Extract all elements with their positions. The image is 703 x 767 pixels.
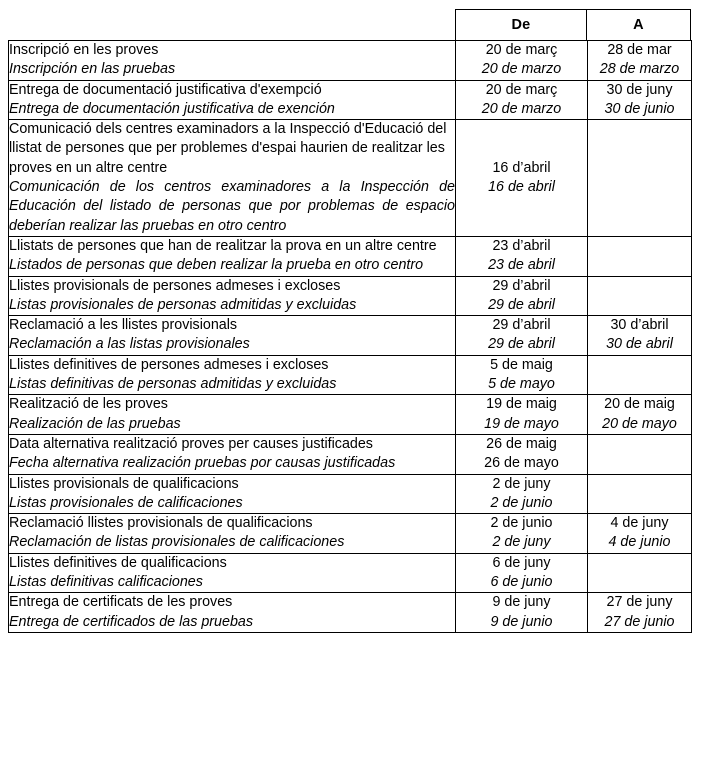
row-description-cell	[9, 236, 456, 276]
to-date-catalan: 30 d’abril	[610, 317, 669, 334]
row-from-date-cell	[456, 553, 588, 593]
to-date-catalan: 4 de juny	[610, 515, 669, 532]
description-spanish: Listas definitivas calificaciones	[9, 574, 203, 591]
row-description-cell	[9, 395, 456, 435]
row-to-date-cell	[588, 593, 692, 633]
to-date-catalan: 27 de juny	[606, 594, 673, 611]
table-row	[9, 553, 692, 593]
from-date-catalan: 29 d’abril	[492, 317, 551, 334]
from-date-catalan: 20 de març	[485, 42, 558, 59]
description-catalan: Llistes definitives de persones admeses i excloses	[9, 356, 329, 373]
description-spanish: Listas provisionales de personas admitidas y excluidas	[9, 296, 357, 313]
description-catalan: Entrega de certificats de les proves	[9, 594, 233, 611]
from-date-catalan: 2 de juny	[492, 475, 551, 492]
table-row	[9, 434, 692, 474]
description-catalan: Llistes provisionals de persones admeses i excloses	[9, 277, 341, 294]
description-catalan: Reclamació llistes provisionals de qualificacions	[9, 515, 313, 532]
from-date-spanish: 29 de abril	[488, 336, 555, 353]
from-date-spanish: 23 de abril	[488, 257, 555, 274]
row-to-date-cell	[588, 514, 692, 554]
row-description-cell	[9, 276, 456, 316]
description-catalan: Realització de les proves	[9, 396, 168, 413]
from-date-spanish: 2 de junio	[490, 494, 553, 511]
description-spanish: Entrega de documentación justificativa de exención	[9, 100, 335, 117]
description-spanish: Fecha alternativa realización pruebas por causas justificadas	[9, 455, 396, 472]
table-row	[9, 474, 692, 514]
column-header-a: A	[633, 17, 644, 33]
description-catalan: Inscripció en les proves	[9, 42, 159, 58]
table-row	[9, 236, 692, 276]
row-description-cell	[9, 41, 456, 81]
from-date-catalan: 2 de junio	[490, 515, 553, 532]
row-description-cell	[9, 316, 456, 356]
from-date-catalan: 29 d’abril	[492, 277, 551, 294]
row-to-date-cell	[588, 474, 692, 514]
row-from-date-cell	[456, 80, 588, 120]
description-spanish: Entrega de certificados de las pruebas	[9, 613, 253, 630]
table-row	[9, 276, 692, 316]
description-spanish: Listas provisionales de calificaciones	[9, 494, 243, 511]
row-description-cell	[9, 355, 456, 395]
table-row	[9, 355, 692, 395]
from-date-spanish: 2 de juny	[492, 534, 551, 551]
table-row	[9, 41, 692, 81]
description-spanish: Listados de personas que deben realizar la prueba en otro centro	[9, 257, 424, 274]
row-to-date-cell	[588, 41, 692, 81]
table-row	[9, 514, 692, 554]
to-date-spanish: 20 de mayo	[602, 415, 677, 432]
from-date-spanish: 6 de junio	[490, 574, 553, 591]
row-to-date-cell	[588, 316, 692, 356]
from-date-catalan: 9 de juny	[492, 594, 551, 611]
description-catalan: Llistats de persones que han de realitzar la prova en un altre centre	[9, 237, 437, 254]
row-to-date-cell	[588, 395, 692, 435]
row-from-date-cell	[456, 355, 588, 395]
description-spanish: Inscripción en las pruebas	[9, 61, 176, 78]
description-catalan: Llistes provisionals de qualificacions	[9, 475, 239, 492]
calendar-table	[8, 40, 692, 633]
table-row	[9, 120, 692, 237]
row-description-cell	[9, 474, 456, 514]
from-date-spanish: 26 de mayo	[484, 455, 559, 472]
row-from-date-cell	[456, 395, 588, 435]
row-description-cell	[9, 553, 456, 593]
row-to-date-cell	[588, 434, 692, 474]
column-header-de: De	[456, 10, 587, 40]
row-description-cell	[9, 434, 456, 474]
from-date-spanish: 9 de junio	[490, 613, 553, 630]
description-spanish: Reclamación de listas provisionales de calificaciones	[9, 534, 345, 551]
row-from-date-cell	[456, 41, 588, 81]
row-to-date-cell	[588, 355, 692, 395]
row-to-date-cell	[588, 276, 692, 316]
description-catalan: Llistes definitives de qualificacions	[9, 554, 227, 571]
table-row	[9, 593, 692, 633]
from-date-spanish: 29 de abril	[488, 296, 555, 313]
table-row	[9, 316, 692, 356]
row-to-date-cell	[588, 553, 692, 593]
row-to-date-cell	[588, 120, 692, 237]
from-date-catalan: 16 d’abril	[492, 159, 551, 176]
from-date-catalan: 23 d’abril	[492, 238, 551, 255]
row-from-date-cell	[456, 593, 588, 633]
row-description-cell	[9, 80, 456, 120]
row-description-cell	[9, 514, 456, 554]
row-from-date-cell	[456, 316, 588, 356]
from-date-spanish: 16 de abril	[488, 179, 555, 196]
to-date-catalan: 30 de juny	[606, 81, 673, 98]
row-from-date-cell	[456, 120, 588, 237]
to-date-spanish: 27 de junio	[604, 613, 675, 630]
description-spanish: Comunicación de los centros examinadores a la Inspección de Educación del listado de personas que por problemas de espacio deberían realizar las pruebas en otro centro	[9, 179, 455, 234]
from-date-spanish: 19 de mayo	[484, 415, 559, 432]
description-spanish: Realización de las pruebas	[9, 415, 181, 432]
to-date-catalan: 20 de maig	[604, 396, 675, 413]
to-date-spanish: 30 de abril	[606, 336, 673, 353]
row-from-date-cell	[456, 514, 588, 554]
row-from-date-cell	[456, 474, 588, 514]
description-catalan: Data alternativa realització proves per causes justificades	[9, 435, 373, 452]
description-catalan: Reclamació a les llistes provisionals	[9, 317, 238, 334]
row-to-date-cell	[588, 236, 692, 276]
from-date-catalan: 5 de maig	[490, 356, 553, 373]
from-date-catalan: 20 de març	[485, 81, 558, 98]
description-spanish: Reclamación a las listas provisionales	[9, 336, 250, 353]
row-description-cell	[9, 593, 456, 633]
row-from-date-cell	[456, 276, 588, 316]
table-header-strip	[455, 9, 691, 40]
table-row	[9, 395, 692, 435]
row-description-cell	[9, 120, 456, 237]
to-date-catalan: 28 de mar	[607, 42, 672, 59]
to-date-spanish: 28 de marzo	[599, 61, 680, 78]
row-to-date-cell	[588, 80, 692, 120]
from-date-catalan: 6 de juny	[492, 554, 551, 571]
table-row	[9, 80, 692, 120]
calendar-table-body	[9, 41, 692, 633]
from-date-spanish: 20 de marzo	[481, 100, 562, 117]
to-date-spanish: 30 de junio	[604, 100, 675, 117]
description-spanish: Listas definitivas de personas admitidas y excluidas	[9, 376, 337, 393]
description-catalan: Entrega de documentació justificativa d'exempció	[9, 81, 322, 98]
from-date-spanish: 20 de marzo	[481, 61, 562, 78]
description-catalan: Comunicació dels centres examinadors a la Inspecció d'Educació del llistat de persones que per problemes d'espai haurien de realitzar les proves en un altre centre	[9, 121, 447, 176]
from-date-spanish: 5 de mayo	[488, 376, 555, 393]
from-date-catalan: 26 de maig	[486, 436, 557, 453]
row-from-date-cell	[456, 434, 588, 474]
to-date-spanish: 4 de junio	[608, 534, 671, 551]
row-from-date-cell	[456, 236, 588, 276]
from-date-catalan: 19 de maig	[486, 396, 557, 413]
